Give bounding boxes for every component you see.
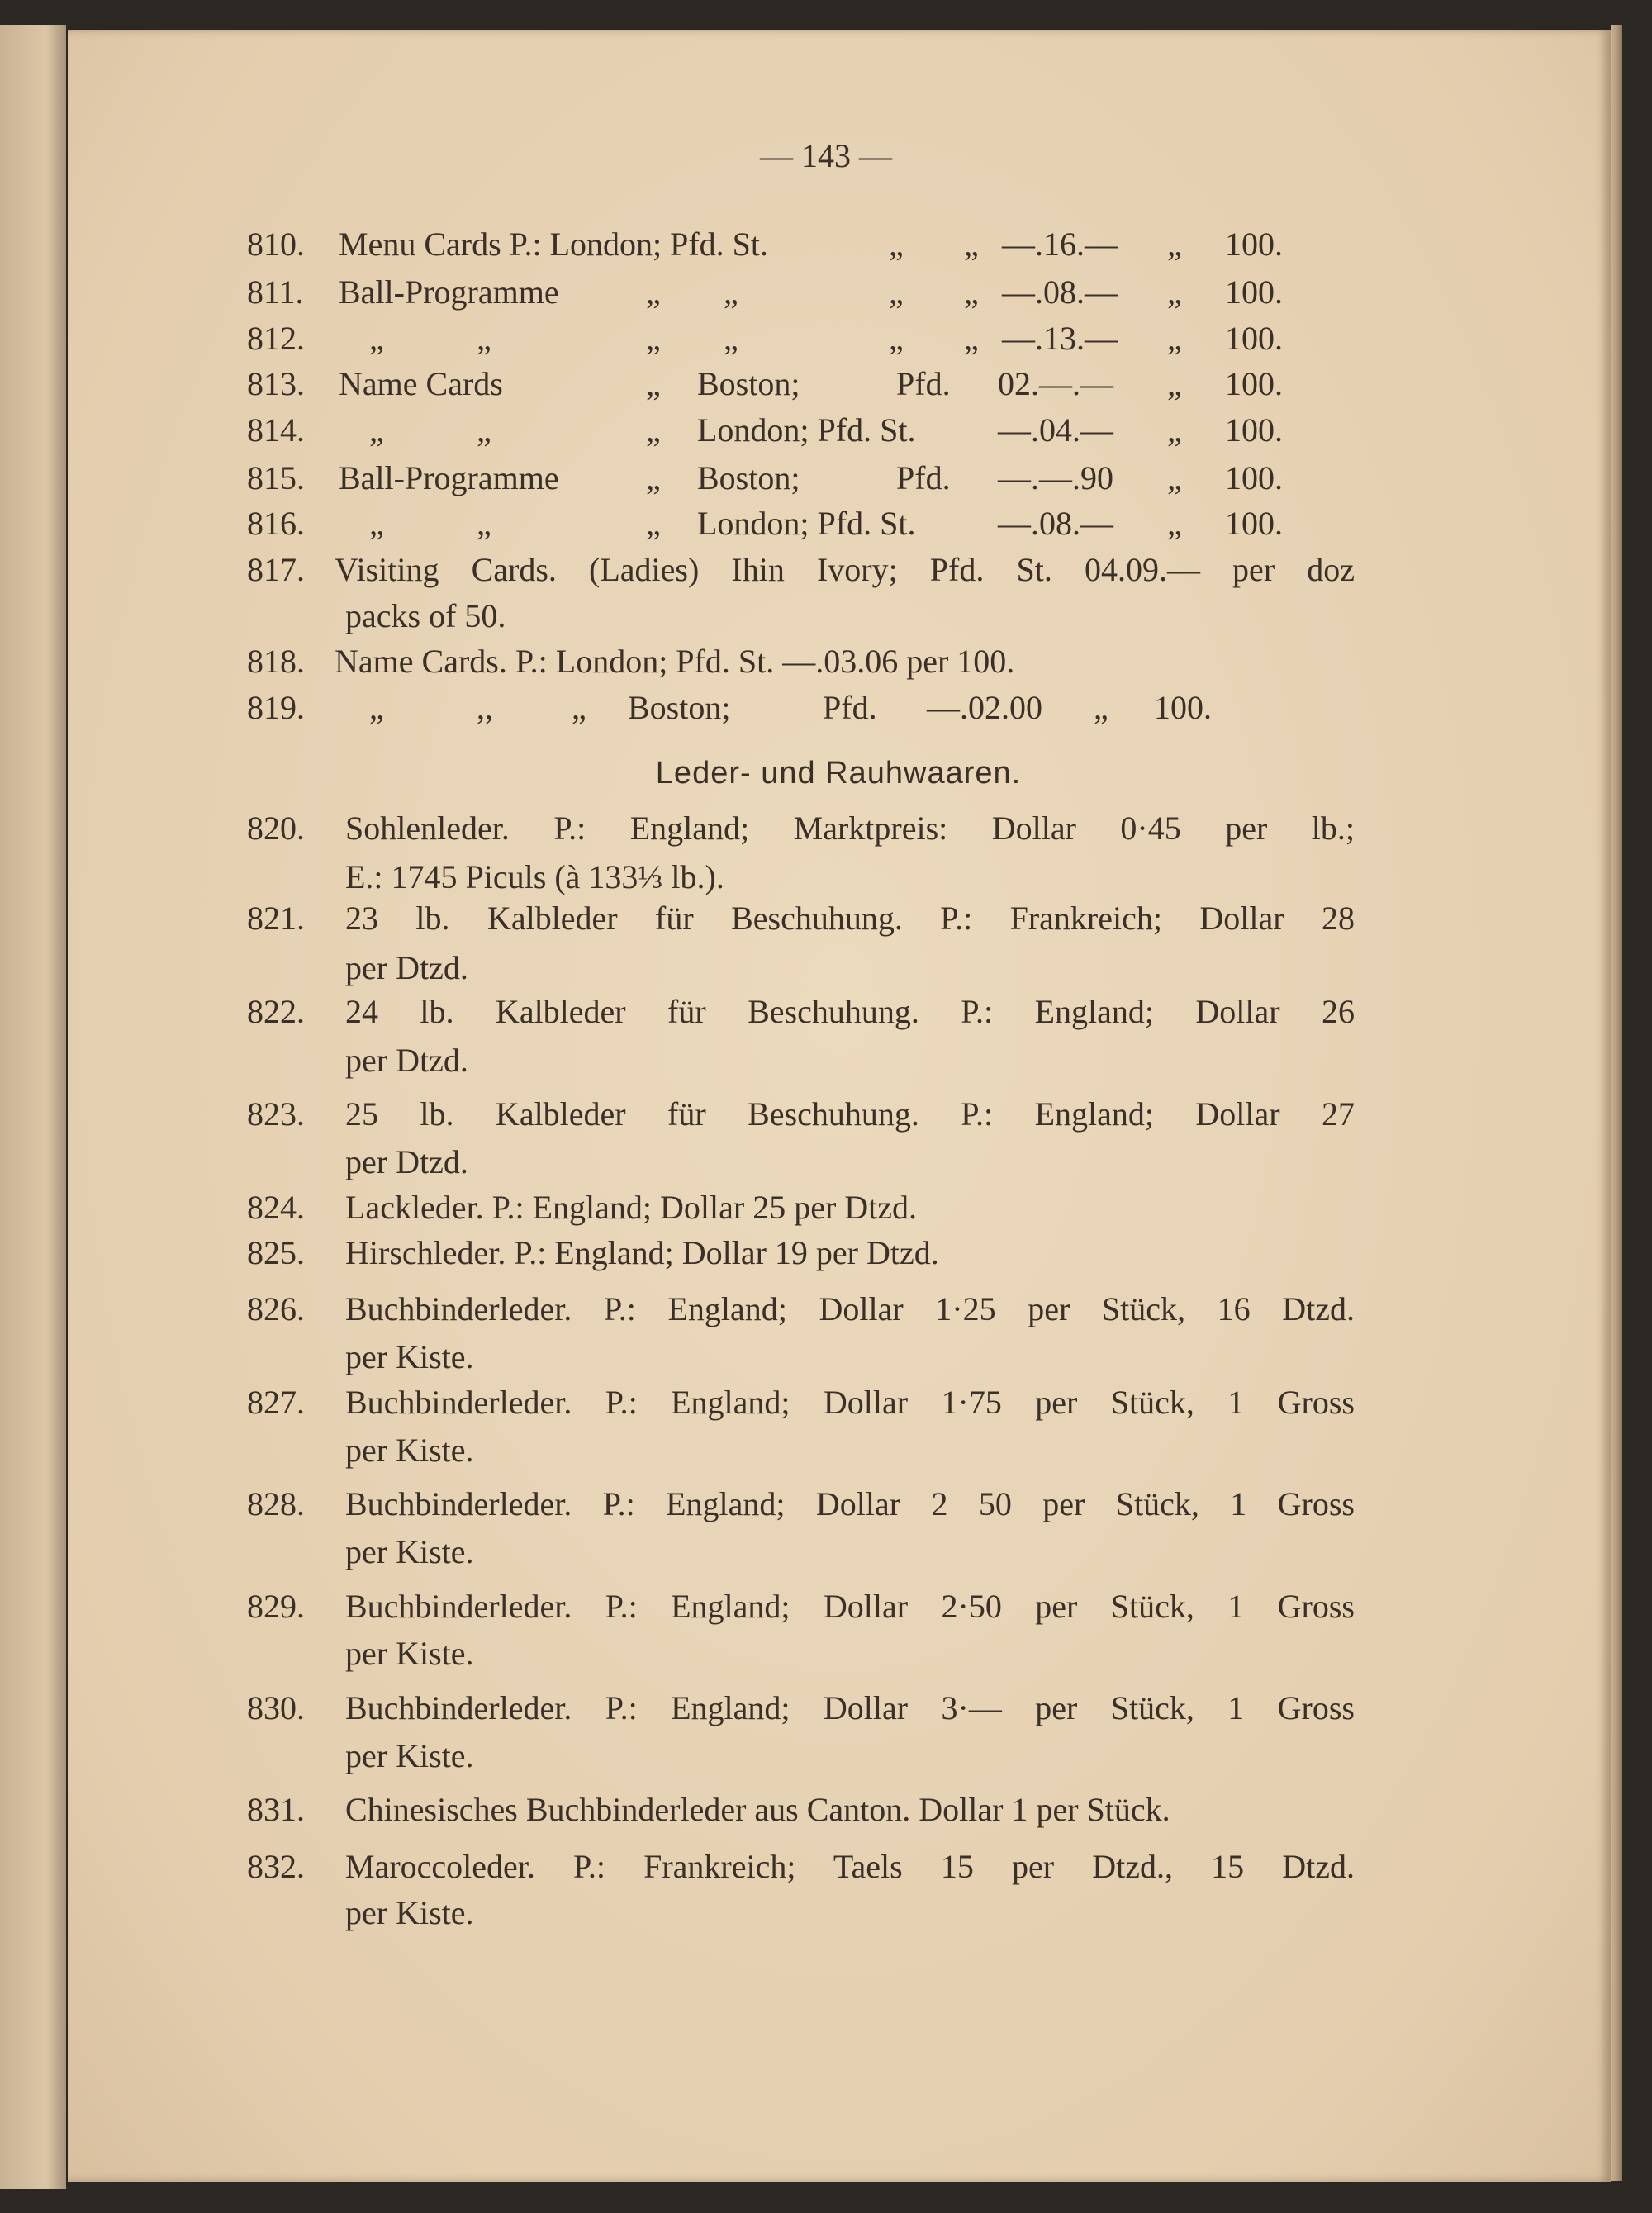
table-cell: Boston; [697, 459, 800, 496]
table-cell: „ [1167, 320, 1182, 357]
table-cell: „ [1167, 226, 1182, 263]
entry-number: 826. [247, 1290, 305, 1327]
table-cell: „ [1167, 273, 1182, 311]
entry-text: per Kiste. [345, 1533, 474, 1570]
table-cell: 100. [1225, 320, 1283, 357]
table-cell: „ [724, 320, 738, 357]
table-cell: „ [1167, 411, 1182, 449]
entry-number: 817. [247, 551, 305, 588]
table-cell: „ [1167, 365, 1182, 402]
page-block-edge [1611, 25, 1622, 2181]
table-cell: „ [477, 411, 491, 449]
table-cell: „ [369, 505, 384, 542]
entry-text: Name Cards. P.: London; Pfd. St. —.03.06 per 100. [335, 643, 1015, 680]
table-cell: „ [477, 320, 491, 357]
entry-text: Chinesisches Buchbinderleder aus Canton. Dollar 1 per Stück. [345, 1791, 1170, 1828]
table-cell: „ [646, 411, 661, 449]
table-cell: „ [1167, 505, 1182, 542]
table-cell: —.13.— [1002, 320, 1118, 357]
table-cell: „ [572, 689, 586, 726]
table-cell: London; Pfd. St. [697, 411, 916, 449]
table-cell: „ [646, 320, 661, 357]
entry-text: Buchbinderleder. P.: England; Dollar 1·75 per Stück, 1 Gross [345, 1384, 1355, 1421]
table-cell: „ [646, 459, 661, 496]
table-cell: „ [889, 273, 904, 311]
table-cell: „ [1167, 459, 1182, 496]
entry-number: 812. [247, 320, 305, 357]
table-cell: „ [646, 505, 661, 542]
table-cell: 100. [1225, 459, 1283, 496]
entry-text: per Dtzd. [345, 1143, 468, 1180]
entry-text: Hirschleder. P.: England; Dollar 19 per Dtzd. [345, 1234, 939, 1271]
table-cell: „ [724, 273, 738, 311]
entry-number: 832. [247, 1848, 305, 1885]
table-cell: Ball-Programme [339, 459, 559, 496]
table-cell: 100. [1225, 505, 1283, 542]
table-cell: „ [964, 320, 979, 357]
table-cell: Menu Cards P.: London; Pfd. St. [339, 226, 769, 263]
table-cell: —.08.— [1002, 273, 1118, 311]
table-cell: —.—.90 [998, 459, 1113, 496]
entry-text: per Kiste. [345, 1432, 474, 1469]
table-cell: Pfd. [896, 365, 951, 402]
entry-number: 813. [247, 365, 305, 402]
entry-text: 25 lb. Kalbleder für Beschuhung. P.: England; Dollar 27 [345, 1095, 1355, 1133]
entry-text: per Dtzd. [345, 1042, 468, 1079]
table-cell: —.02.00 [927, 689, 1042, 726]
entry-number: 820. [247, 810, 305, 847]
table-cell: ,, [477, 689, 493, 726]
entry-number: 810. [247, 226, 305, 263]
entry-text: Maroccoleder. P.: Frankreich; Taels 15 per Dtzd., 15 Dtzd. [345, 1848, 1355, 1885]
entry-text: Lackleder. P.: England; Dollar 25 per Dtzd. [345, 1189, 918, 1226]
entry-number: 811. [247, 273, 304, 311]
table-cell: „ [369, 689, 384, 726]
entry-number: 830. [247, 1689, 305, 1726]
entry-number: 819. [247, 689, 305, 726]
table-cell: „ [646, 365, 661, 402]
table-cell: 100. [1154, 689, 1212, 726]
table-cell: Ball-Programme [339, 273, 559, 311]
entry-text: per Kiste. [345, 1737, 474, 1774]
table-cell: —.04.— [998, 411, 1113, 449]
table-cell: „ [964, 226, 979, 263]
table-cell: —.08.— [998, 505, 1113, 542]
entry-text: per Dtzd. [345, 949, 468, 986]
entry-number: 822. [247, 993, 305, 1030]
entry-number: 825. [247, 1234, 305, 1271]
entry-number: 829. [247, 1588, 305, 1625]
entry-number: 818. [247, 643, 305, 680]
table-cell: „ [369, 411, 384, 449]
table-cell: London; Pfd. St. [697, 505, 916, 542]
table-cell: Boston; [628, 689, 731, 726]
entry-text: Buchbinderleder. P.: England; Dollar 2·50 per Stück, 1 Gross [345, 1588, 1355, 1625]
entry-number: 821. [247, 900, 305, 937]
table-cell: „ [1094, 689, 1108, 726]
entry-text: per Kiste. [345, 1338, 474, 1375]
table-cell: Boston; [697, 365, 800, 402]
entry-text: Sohlenleder. P.: England; Marktpreis: Dollar 0·45 per lb.; [345, 810, 1355, 847]
entry-number: 816. [247, 505, 305, 542]
table-cell: „ [646, 273, 661, 311]
entry-text: Visiting Cards. (Ladies) Ihin Ivory; Pfd. St. 04.09.— per doz [335, 551, 1355, 588]
table-cell: Pfd. [823, 689, 877, 726]
section-title: Leder- und Rauhwaaren. [655, 756, 1022, 791]
entry-text: packs of 50. [345, 597, 506, 634]
table-cell: „ [964, 273, 979, 311]
entry-text: per Kiste. [345, 1635, 474, 1672]
entry-number: 828. [247, 1485, 305, 1522]
table-cell: 100. [1225, 273, 1283, 311]
table-cell: 100. [1225, 226, 1283, 263]
facing-page-edge [0, 25, 66, 2189]
entry-number: 815. [247, 459, 305, 496]
entry-text: 23 lb. Kalbleder für Beschuhung. P.: Frankreich; Dollar 28 [345, 900, 1355, 937]
entry-text: Buchbinderleder. P.: England; Dollar 2 50 per Stück, 1 Gross [345, 1485, 1355, 1522]
table-cell: —.16.— [1002, 226, 1118, 263]
table-cell: „ [889, 320, 904, 357]
entry-number: 827. [247, 1384, 305, 1421]
table-cell: „ [369, 320, 384, 357]
table-cell: 100. [1225, 411, 1283, 449]
entry-text: Buchbinderleder. P.: England; Dollar 1·25 per Stück, 16 Dtzd. [345, 1290, 1355, 1327]
entry-text: Buchbinderleder. P.: England; Dollar 3·— per Stück, 1 Gross [345, 1689, 1355, 1726]
entry-text: per Kiste. [345, 1894, 474, 1931]
page-number: — 143 — [760, 137, 892, 174]
table-cell: Name Cards [339, 365, 503, 402]
entry-number: 831. [247, 1791, 305, 1828]
entry-number: 824. [247, 1189, 305, 1226]
table-cell: 02.—.— [998, 365, 1113, 402]
entry-number: 823. [247, 1095, 305, 1133]
table-cell: „ [889, 226, 904, 263]
table-cell: Pfd. [896, 459, 951, 496]
entry-number: 814. [247, 411, 305, 449]
entry-text: E.: 1745 Piculs (à 133⅓ lb.). [345, 858, 724, 895]
table-cell: „ [477, 505, 491, 542]
entry-text: 24 lb. Kalbleder für Beschuhung. P.: England; Dollar 26 [345, 993, 1355, 1030]
table-cell: 100. [1225, 365, 1283, 402]
